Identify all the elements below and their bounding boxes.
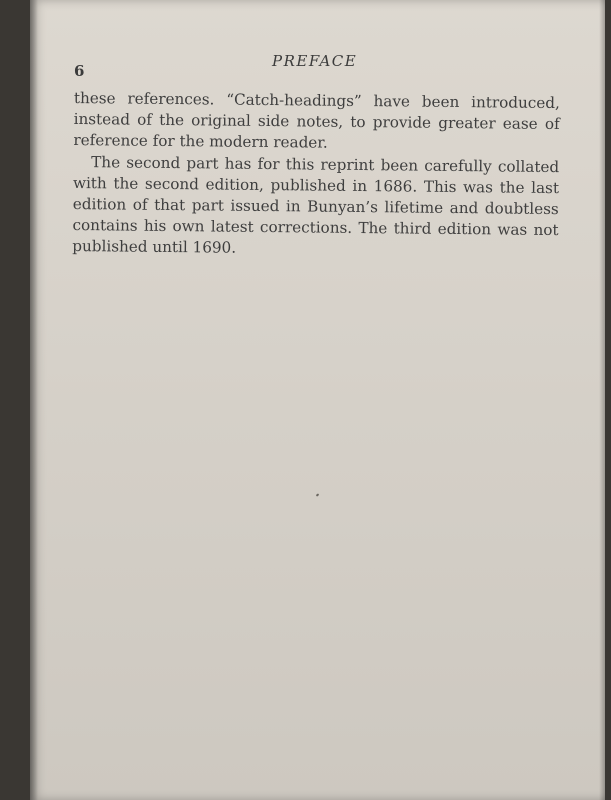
page-gutter-shadow — [30, 0, 38, 800]
paragraph-2: The second part has for this reprint been carefully collated with the second edition, published in 1686. This was the last edition of that part issued in Bunyan’s lifetime and doubtless contains his own latest corrections. The third edition was not published until 1690. — [72, 152, 560, 258]
running-head-title: PREFACE — [272, 52, 358, 70]
page-right-edge — [599, 0, 605, 800]
paper-speck — [316, 493, 320, 496]
running-head — [74, 52, 554, 80]
page-number: 6 — [74, 62, 85, 80]
book-page — [30, 0, 605, 800]
paragraph-1: these references. “Catch-headings” have been introduced, instead of the original side notes, to provide greater ease of reference for the modern reader. — [73, 88, 560, 153]
body-text — [72, 88, 560, 263]
